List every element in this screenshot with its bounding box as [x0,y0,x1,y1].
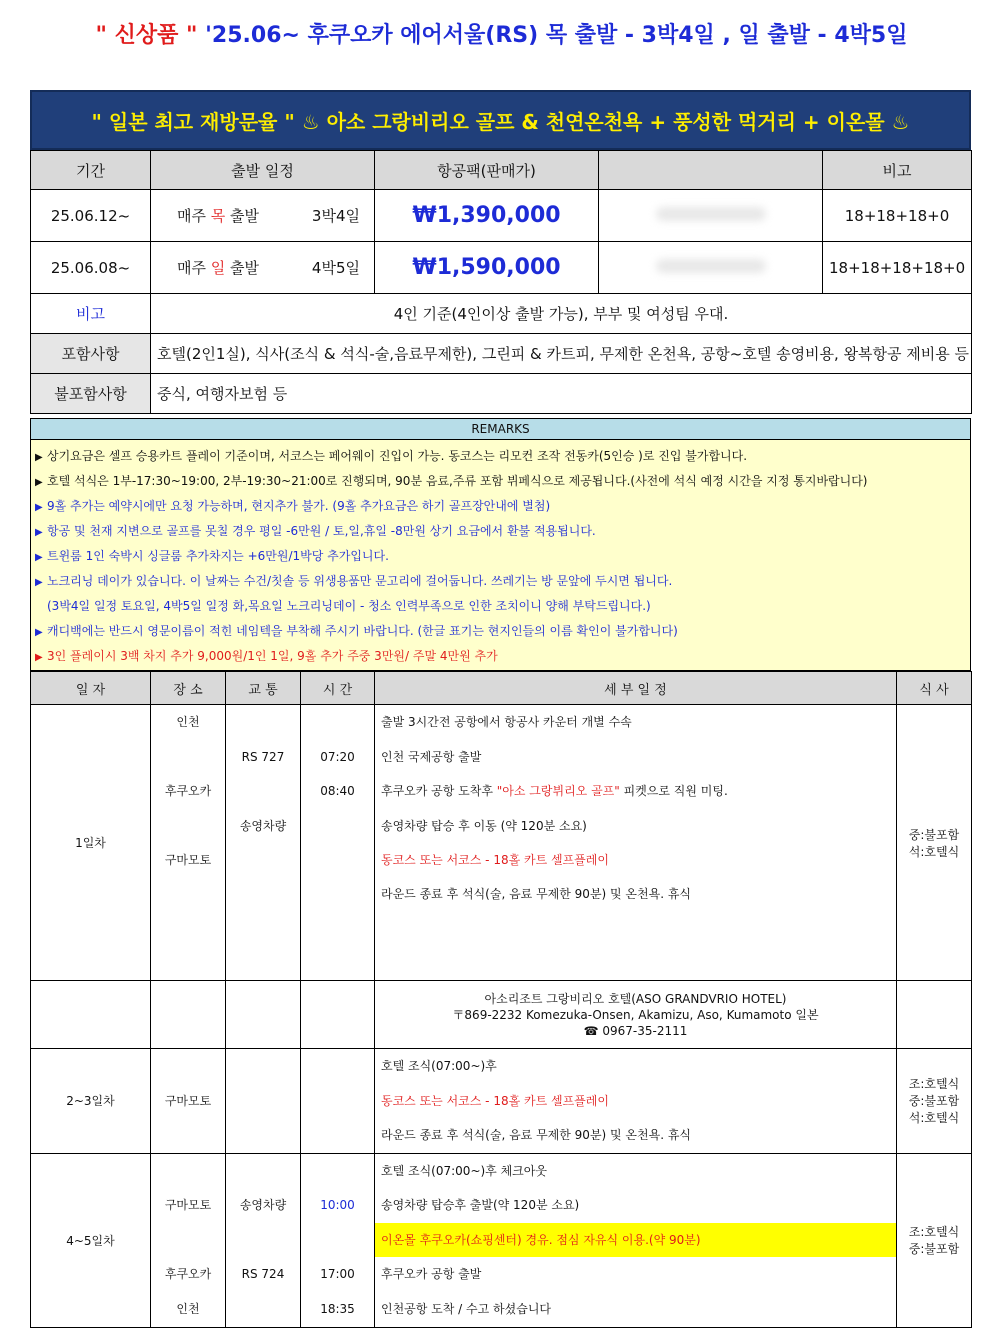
detail-line: 호텔 조식(07:00~)후 [381,1059,497,1073]
place-cell [151,809,225,844]
bullet-arrow-icon: ▶ [35,552,43,563]
transport-cell [226,1223,300,1258]
time-cell [301,1223,374,1258]
bullet-arrow-icon: ▶ [35,477,43,488]
detail-line-highlight: 이온몰 후쿠오카(쇼핑센터) 경유. 점심 자유식 이용.(약 90분) [375,1223,896,1258]
departure-prefix: 매주 [177,207,211,225]
place-cell [151,878,225,913]
place-cell: 구마모토 [164,1198,212,1212]
header-day: 일 자 [31,672,151,705]
transport-column [226,1153,301,1327]
time-cell: 07:20 [320,749,355,764]
detail-line: 인천 국제공항 출발 [381,749,482,764]
remark-line-text: 캐디백에는 반드시 영문이름이 적힌 네임텍을 부착해 주시기 바랍니다. (한글 표기는 현지인들의 이름 확인이 불가합니다) [47,624,678,638]
hotel-address: 〒869-2232 Komezuka-Onsen, Akamizu, Aso, Kumamoto 일본 [452,1007,819,1022]
golf-name-highlight: "아소 그랑뷔리오 골프" [496,784,620,798]
transport-cell [226,1154,300,1189]
bullet-arrow-icon: ▶ [35,652,43,663]
table-row [31,190,972,242]
remark-label: 비고 [31,294,151,334]
transport-cell [226,705,300,740]
bullet-arrow-icon: ▶ [35,452,43,463]
header-time: 시 간 [301,672,375,705]
bullet-arrow-icon: ▶ [35,527,43,538]
detail-line: 출발 3시간전 공항에서 항공사 카운터 개별 수속 [381,715,632,729]
schedule-row-day2 [31,1049,972,1154]
hotel-info [375,981,897,1049]
departure-day: 목 [210,207,226,225]
header-departure: 출발 일정 [151,151,375,190]
header-blank [599,151,823,190]
blurred-cell [599,242,823,294]
empty-cell [301,981,375,1049]
detail-text: 피켓으로 직원 미팅. [619,784,728,798]
time-cell [301,878,374,913]
place-cell: 인천 [176,715,200,729]
place-cell [151,1154,225,1189]
blurred-content [656,259,766,273]
exclude-text: 중식, 여행자보험 등 [151,374,972,414]
remark-line-text: 9홀 추가는 예약시에만 요청 가능하며, 현지추가 불가. (9홀 추가요금은 하기 골프장안내에 별첨) [47,499,551,513]
header-price: 항공팩(판매가) [375,151,599,190]
remarks-box [30,440,971,671]
header-detail: 세 부 일 정 [375,672,897,705]
remark-line-text: 상기요금은 셀프 승용카트 플레이 기준이며, 서코스는 페어웨이 진입이 가능. 동코스는 리모컨 조작 전동카(5인승 )로 진입 불가합니다. [47,449,748,463]
row-date: 25.06.08~ [31,242,151,294]
bullet-arrow-icon: ▶ [35,577,43,588]
header-note: 비고 [823,151,972,190]
time-cell [301,843,374,878]
meal-dinner: 석:호텔식 [908,1111,960,1126]
remark-line [35,544,966,569]
empty-cell [151,981,226,1049]
time-column [301,705,375,981]
table-row [31,242,972,294]
row-note: 18+18+18+18+0 [823,242,972,294]
day-label: 2~3일차 [31,1049,151,1154]
detail-line: 송영차량 탑승 후 이동 (약 120분 소요) [381,818,587,833]
place-cell: 구마모토 [151,1049,226,1154]
hotel-phone: ☎ 0967-35-2111 [583,1023,688,1038]
time-cell [301,1154,374,1189]
day-label: 1일차 [31,705,151,981]
title-text: '25.06~ 후쿠오카 에어서울(RS) 목 출발 - 3박4일 , 일 출발 - 4박5일 [197,23,908,48]
place-column [151,705,226,981]
meal-cell [897,1153,972,1327]
place-cell: 후쿠오카 [164,1267,212,1281]
detail-line: 송영차량 탑승후 출발(약 120분 소요) [381,1198,580,1212]
remark-line [35,594,966,619]
remark-line-text: 트윈룸 1인 숙박시 싱글룸 추가차지는 +6만원/1박당 추가입니다. [47,549,389,563]
banner: " 일본 최고 재방문율 " ♨ 아소 그랑비리오 골프 & 천연온천욕 + 풍성한 먹거리 + 이온몰 ♨ [30,90,971,150]
departure-day: 일 [210,259,226,277]
remark-line [35,444,966,469]
remark-line [35,494,966,519]
place-column [151,1153,226,1327]
time-cell: 10:00 [320,1198,355,1212]
blurred-content [656,207,766,221]
transport-cell [226,774,300,809]
time-cell: 17:00 [320,1267,355,1281]
transport-cell: RS 724 [241,1267,285,1281]
schedule-table [30,671,972,1328]
place-cell: 구마모토 [164,853,212,867]
transport-cell [226,1049,301,1154]
row-price: ₩1,390,000 [375,190,599,242]
transport-cell: 송영차량 [239,1198,287,1212]
time-cell [301,705,374,740]
meal-lunch: 중:불포함 [908,827,960,842]
header-place: 장 소 [151,672,226,705]
time-cell: 08:40 [320,784,355,798]
empty-cell [226,981,301,1049]
transport-cell [226,843,300,878]
time-cell [301,1049,375,1154]
transport-column [226,705,301,981]
meal-dinner: 석:호텔식 [908,844,960,859]
row-date: 25.06.12~ [31,190,151,242]
table-row [31,334,972,374]
meal-lunch: 중:불포함 [908,1242,960,1256]
departure-suffix: 출발 [225,259,259,277]
detail-line [375,774,896,809]
remark-line-text: 항공 및 천재 지변으로 골프를 못칠 경우 평일 -6만원 / 토,일,휴일 -8만원 상기 요금에서 환불 적용됩니다. [47,524,596,538]
empty-cell [897,981,972,1049]
header-meal: 식 사 [897,672,972,705]
header-period: 기간 [31,151,151,190]
schedule-row-day4 [31,1153,972,1327]
detail-text: 후쿠오카 공항 도착후 [381,784,497,798]
remark-text: 4인 기준(4인이상 출발 가능), 부부 및 여성팀 우대. [151,294,972,334]
exclude-label: 불포함사항 [31,374,151,414]
remark-line [35,569,966,594]
remark-line [35,469,966,494]
meal-breakfast: 조:호텔식 [908,1077,960,1092]
row-departure [151,190,375,242]
bullet-arrow-icon: ▶ [35,627,43,638]
bullet-arrow-icon: ▶ [35,502,43,513]
transport-cell: RS 727 [241,749,285,764]
detail-column [375,1049,897,1154]
hotel-name: 아소리조트 그랑비리오 호텔(ASO GRANDVRIO HOTEL) [484,991,787,1006]
detail-line: 라운드 종료 후 석식(술, 음료 무제한 90분) 및 온천욕. 휴식 [381,886,692,901]
place-cell [151,740,225,775]
transport-cell [226,878,300,913]
transport-cell [226,1292,300,1327]
table-row [31,294,972,334]
remark-line-text: 3인 플레이시 3백 차지 추가 9,000원/1인 1일, 9홀 추가 주중 3만원/ 주말 4만원 추가 [47,649,498,663]
place-cell: 인천 [176,1301,200,1316]
schedule-row-day1 [31,705,972,981]
detail-line: 동코스 또는 서코스 - 18홀 카트 셀프플레이 [381,853,609,867]
remark-line [35,619,966,644]
detail-line: 라운드 종료 후 석식(술, 음료 무제한 90분) 및 온천욕. 휴식 [381,1128,692,1142]
remark-line-text: 호텔 석식은 1부-17:30~19:00, 2부-19:30~21:00로 진행되며, 90분 음료,주류 포함 뷔페식으로 제공됩니다.(사전에 석식 예정 시간을 지정 통지바랍니다) [47,474,868,488]
row-price: ₩1,590,000 [375,242,599,294]
detail-line: 후쿠오카 공항 출발 [381,1267,482,1281]
remark-line-text: (3박4일 일정 토요일, 4박5일 일정 화,목요일 노크리닝데이 - 청소 인력부족으로 인한 조치이니 양해 부탁드립니다.) [47,599,651,613]
detail-line: 호텔 조식(07:00~)후 체크아웃 [381,1163,547,1178]
row-nights: 3박4일 [311,207,360,225]
hotel-row [31,981,972,1049]
remarks-title: REMARKS [30,418,971,440]
new-product-label: " 신상품 " [95,23,198,48]
price-table [30,150,972,414]
departure-prefix: 매주 [177,259,211,277]
time-cell: 18:35 [320,1301,355,1316]
remark-line-text: 노크리닝 데이가 있습니다. 이 날짜는 수건/칫솔 등 위생용품만 문고리에 걸어둡니다. 쓰레기는 방 문앞에 두시면 됩니다. [47,574,673,588]
include-text: 호텔(2인1실), 식사(조식 & 석식-술,음료무제한), 그린피 & 카트피, 무제한 온천욕, 공항~호텔 송영비용, 왕복항공 제비용 등 [151,334,972,374]
empty-cell [31,981,151,1049]
schedule-header [31,672,972,705]
remark-line [35,644,966,669]
include-label: 포함사항 [31,334,151,374]
page-title [0,18,1003,49]
time-cell [301,809,374,844]
meal-cell [897,1049,972,1154]
transport-cell: 송영차량 [239,818,287,833]
detail-column [375,705,897,981]
row-nights: 4박5일 [311,259,360,277]
place-cell [151,1223,225,1258]
detail-line: 동코스 또는 서코스 - 18홀 카트 셀프플레이 [381,1093,609,1108]
detail-line: 인천공항 도착 / 수고 하셨습니다 [381,1301,551,1316]
meal-breakfast: 조:호텔식 [908,1225,960,1239]
meal-cell [897,705,972,981]
meal-lunch: 중:불포함 [908,1094,960,1109]
table-row [31,374,972,414]
day-label: 4~5일차 [31,1153,151,1327]
detail-column [375,1153,897,1327]
header-transport: 교 통 [226,672,301,705]
blurred-cell [599,190,823,242]
row-note: 18+18+18+0 [823,190,972,242]
row-departure [151,242,375,294]
place-cell: 후쿠오카 [164,784,212,798]
remark-line [35,519,966,544]
time-column [301,1153,375,1327]
departure-suffix: 출발 [225,207,259,225]
